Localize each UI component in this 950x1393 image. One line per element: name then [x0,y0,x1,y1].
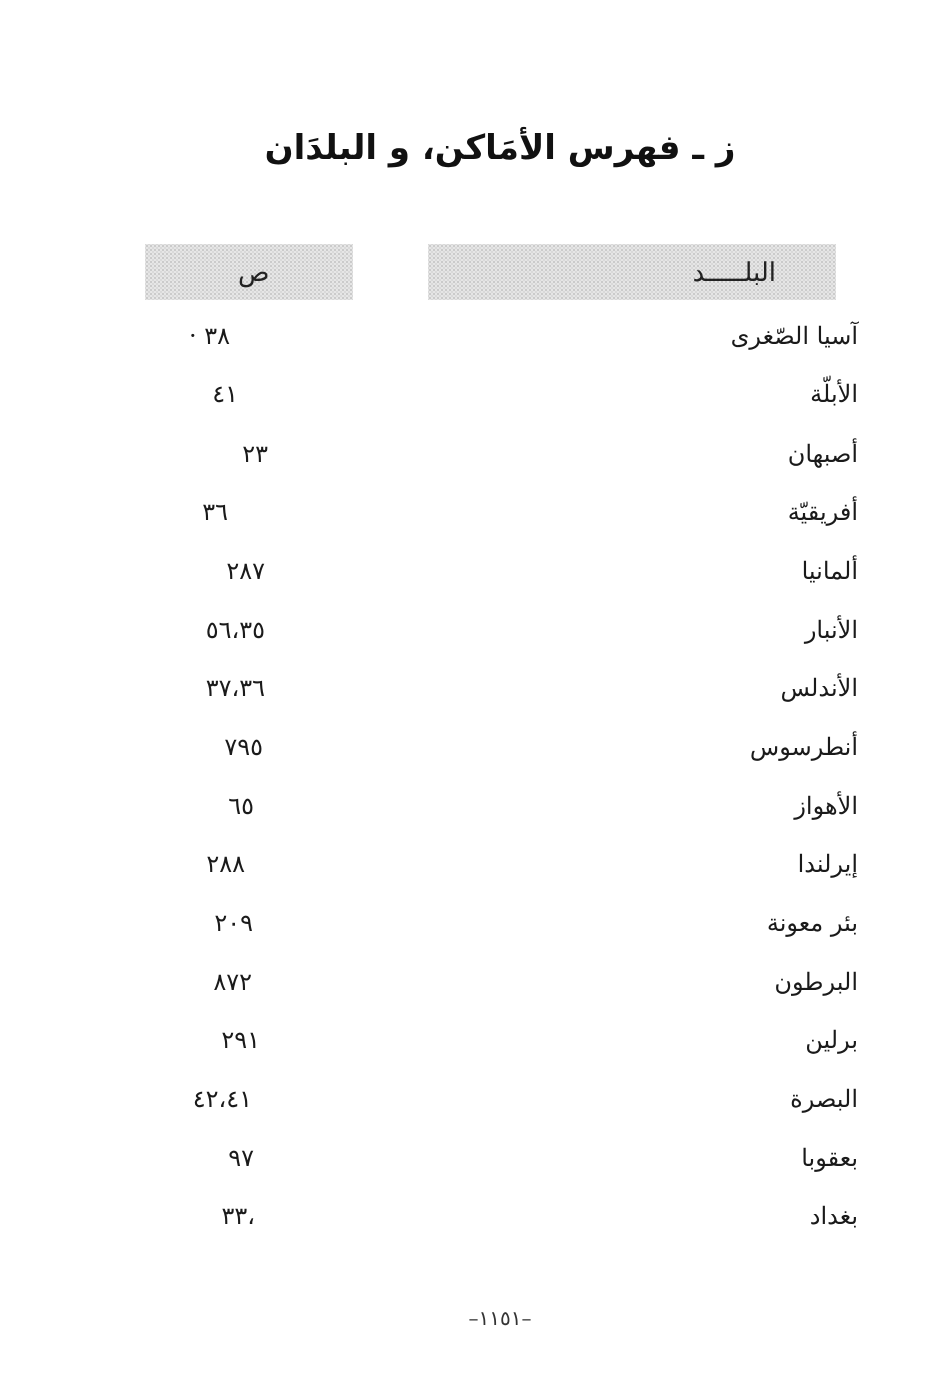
place-name: بئر معونة [766,909,858,937]
page-numbers: ٣٦ [202,498,228,526]
page-numbers: ٩٧ [228,1144,254,1172]
place-name: بعقوبا [801,1144,858,1172]
place-name: الأبلّة [810,380,858,408]
place-name: أفريقيّة [787,498,858,526]
page-number: –١١٥١– [468,1306,532,1330]
index-row [0,322,950,362]
place-name: ألمانيا [801,557,858,585]
index-row [0,733,950,773]
page-numbers: ٣٧،٣٦ [205,674,265,702]
place-name: الأندلس [780,674,858,702]
index-row [0,792,950,832]
index-row [0,380,950,420]
page-numbers: ٢٠٩ [214,909,253,937]
page-numbers: ٢٨٨ [206,850,245,878]
page-numbers: ٣٨ · [188,322,230,350]
place-name: آسيا الصّغرى [730,322,858,350]
page-numbers: ٢٨٧ [226,557,265,585]
index-row [0,557,950,597]
index-row [0,1085,950,1125]
place-name: بغداد [809,1202,858,1230]
page-numbers: ٨٧٢ [213,968,252,996]
page-numbers: ٧٩٥ [224,733,263,761]
index-row [0,1144,950,1184]
place-name: إيرلندا [797,850,858,878]
page-numbers: ٤١ [212,380,238,408]
index-row [0,909,950,949]
page-column-header: ص [238,258,270,288]
page-numbers: ٢٩١ [221,1026,260,1054]
page-numbers: ،٣٣ [221,1202,255,1230]
index-row [0,1026,950,1066]
index-row [0,674,950,714]
index-row [0,968,950,1008]
place-name: الأهواز [794,792,858,820]
index-row [0,498,950,538]
page-numbers: ٥٦،٣٥ [205,616,265,644]
page-title: ز ـ فهرس الأمَاكن، و البلدَان [264,128,736,168]
page-numbers: ٤٢،٤١ [192,1085,252,1113]
index-row [0,850,950,890]
place-name: برلين [805,1026,858,1054]
place-column-header: البلـــــد [692,258,776,288]
page-numbers: ٦٥ [228,792,254,820]
place-name: أصبهان [787,440,858,468]
page-numbers: ٢٣ [242,440,268,468]
index-row [0,1202,950,1242]
place-name: أنطرسوس [749,733,858,761]
place-name: الأنبار [804,616,858,644]
index-row [0,440,950,480]
index-row [0,616,950,656]
place-name: البصرة [790,1085,858,1113]
place-name: البرطون [774,968,858,996]
